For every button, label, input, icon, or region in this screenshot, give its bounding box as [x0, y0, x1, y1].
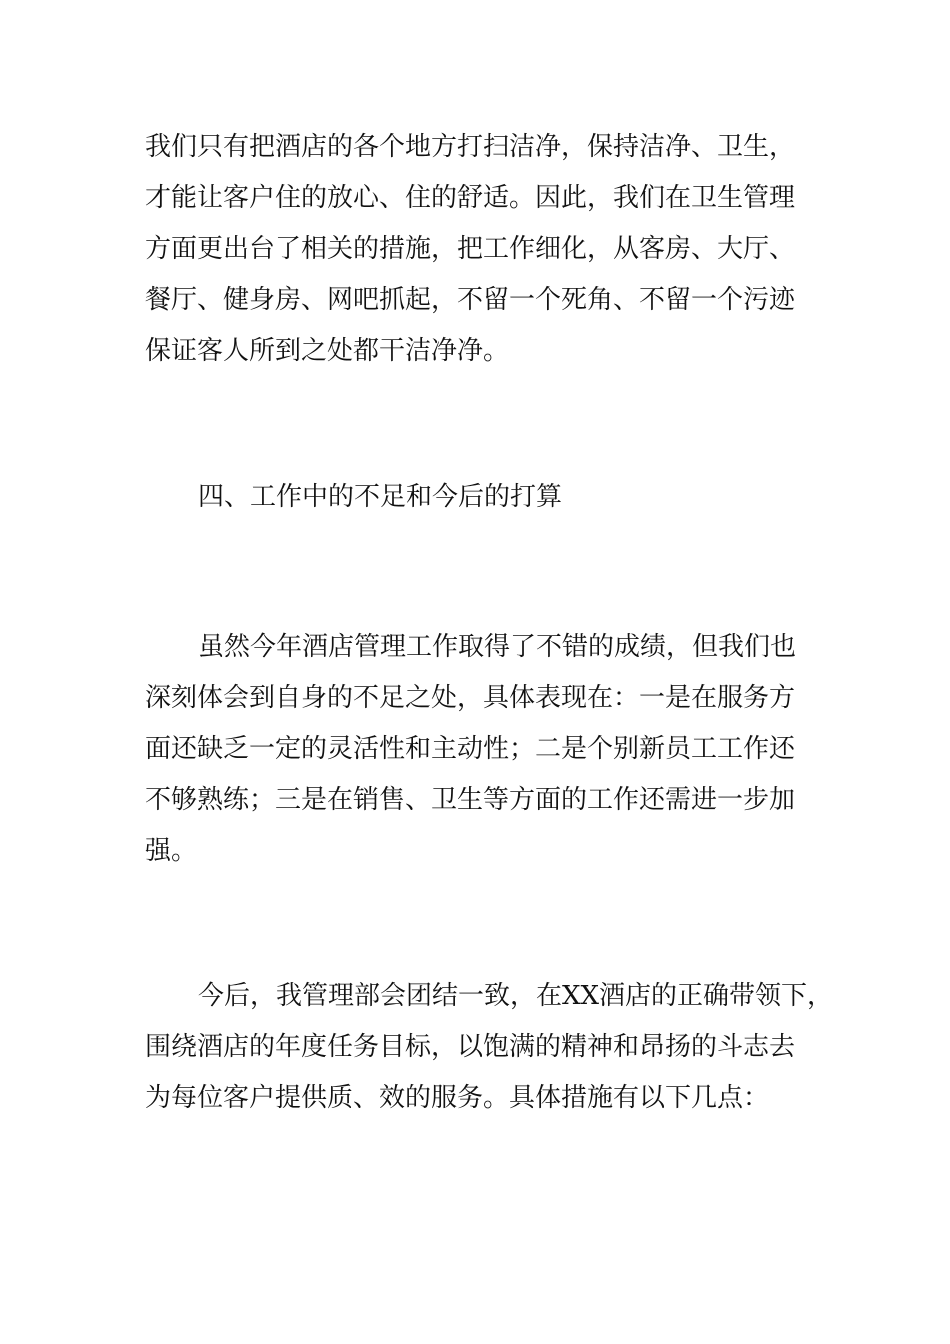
paragraph-line: 餐厅、健身房、网吧抓起，不留一个死角、不留一个污迹: [145, 285, 796, 315]
section-heading: [145, 472, 835, 523]
paragraph-line: 为每位客户提供质、效的服务。具体措施有以下几点：: [145, 1083, 770, 1113]
paragraph-line: 深刻体会到自身的不足之处，具体表现在：一是在服务方: [145, 683, 796, 713]
paragraph-line: 保证客人所到之处都干洁净净。: [145, 336, 510, 366]
paragraph-line: 面还缺乏一定的灵活性和主动性；二是个别新员工工作还: [145, 734, 796, 764]
paragraph-future-plans: [145, 971, 835, 1124]
paragraph-line: 虽然今年酒店管理工作取得了不错的成绩，但我们也: [198, 632, 797, 662]
paragraph-line: 才能让客户住的放心、住的舒适。因此，我们在卫生管理: [145, 183, 796, 213]
paragraph-line: 不够熟练；三是在销售、卫生等方面的工作还需进一步加: [145, 785, 796, 815]
paragraph-shortcomings: [145, 622, 835, 877]
section-heading-text: 四、工作中的不足和今后的打算: [198, 482, 563, 512]
paragraph-line: 我们只有把酒店的各个地方打扫洁净，保持洁净、卫生，: [145, 132, 796, 162]
paragraph-line: 强。: [145, 836, 198, 866]
paragraph-line: 围绕酒店的年度任务目标，以饱满的精神和昂扬的斗志去: [145, 1032, 796, 1062]
paragraph-line: 方面更出台了相关的措施，把工作细化，从客房、大厅、: [145, 234, 796, 264]
paragraph-hygiene: [145, 122, 835, 377]
paragraph-line: 今后，我管理部会团结一致，在XX酒店的正确带领下，: [198, 981, 834, 1011]
